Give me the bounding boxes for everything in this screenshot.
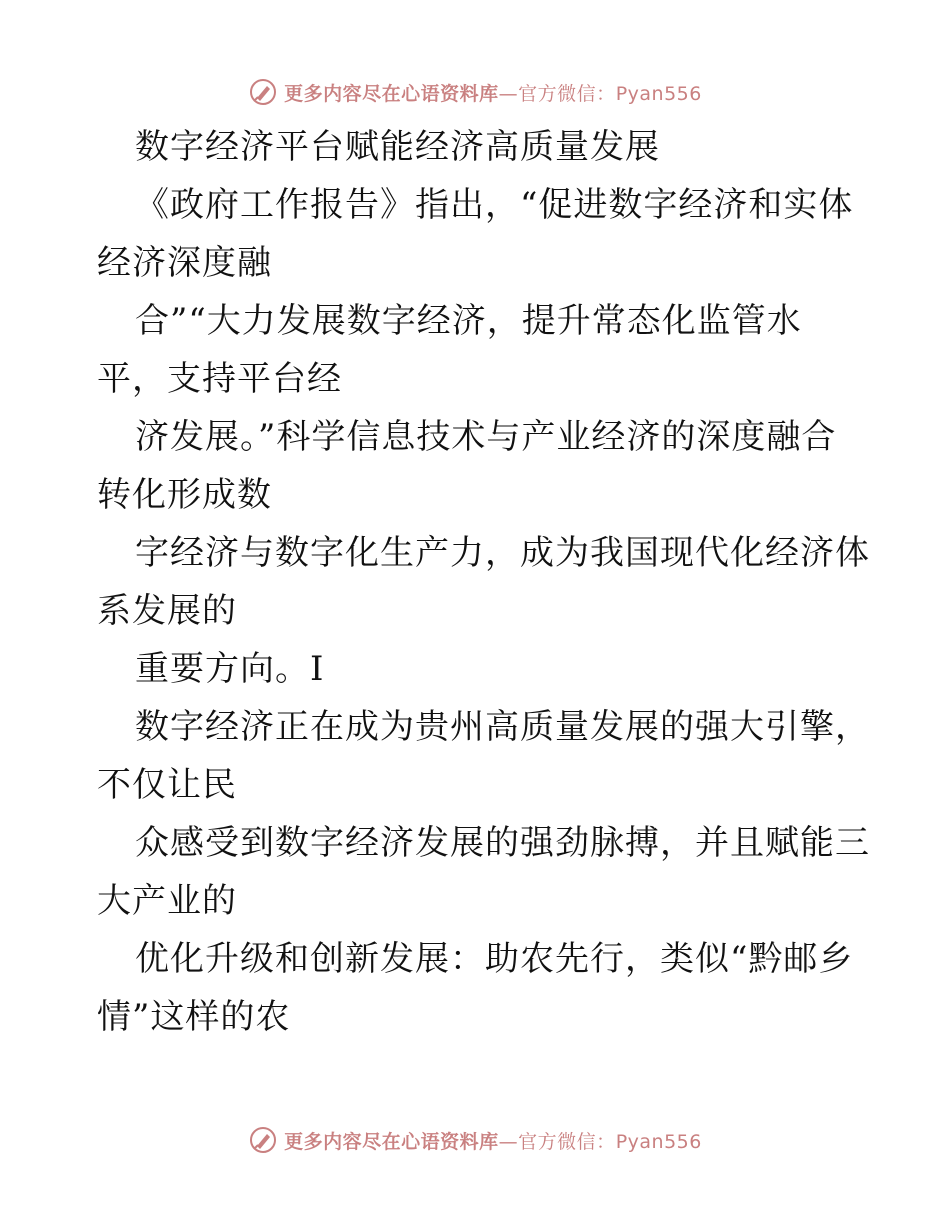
paragraph-line: 经济深度融 — [97, 243, 272, 283]
paragraph-line: 《政府工作报告》指出，“促进数字经济和实体 — [135, 185, 854, 225]
paragraph-line: 合”“大力发展数字经济，提升常态化监管水 — [135, 301, 802, 341]
paragraph-line: 优化升级和创新发展：助农先行，类似“黔邮乡 — [135, 939, 854, 979]
paragraph-line: 重要方向。I — [135, 649, 325, 689]
watermark-brand: 更多内容尽在心语资料库 — [284, 82, 499, 105]
watermark-text — [284, 79, 702, 106]
paragraph-line: 大产业的 — [97, 881, 237, 921]
paragraph-line: 数字经济正在成为贵州高质量发展的强大引擎， — [135, 707, 870, 747]
paragraph-line: 系发展的 — [97, 591, 237, 631]
watermark-brand: 更多内容尽在心语资料库 — [284, 1130, 499, 1153]
watermark-wechat-id: Pyan556 — [615, 82, 702, 105]
paragraph-line: 转化形成数 — [97, 475, 272, 515]
watermark-separator: — — [498, 82, 519, 105]
footer-watermark — [0, 1120, 950, 1160]
watermark-contact: 官方微信： — [518, 1130, 616, 1153]
paragraph-line: 济发展。”科学信息技术与产业经济的深度融合 — [135, 417, 837, 457]
watermark-separator: — — [498, 1130, 519, 1153]
pen-logo-icon — [248, 1125, 278, 1155]
paragraph-line: 众感受到数字经济发展的强劲脉搏，并且赋能三 — [135, 823, 870, 863]
watermark-contact: 官方微信： — [518, 82, 616, 105]
watermark-text — [284, 1127, 702, 1154]
paragraph-line: 平，支持平台经 — [97, 359, 342, 399]
header-watermark — [0, 72, 950, 112]
watermark-wechat-id: Pyan556 — [615, 1130, 702, 1153]
document-title: 数字经济平台赋能经济高质量发展 — [135, 127, 660, 167]
document-body — [97, 118, 870, 1046]
paragraph-line: 不仅让民 — [97, 765, 237, 805]
paragraph-line: 字经济与数字化生产力，成为我国现代化经济体 — [135, 533, 870, 573]
pen-logo-icon — [248, 77, 278, 107]
paragraph-line: 情”这样的农 — [97, 997, 291, 1037]
